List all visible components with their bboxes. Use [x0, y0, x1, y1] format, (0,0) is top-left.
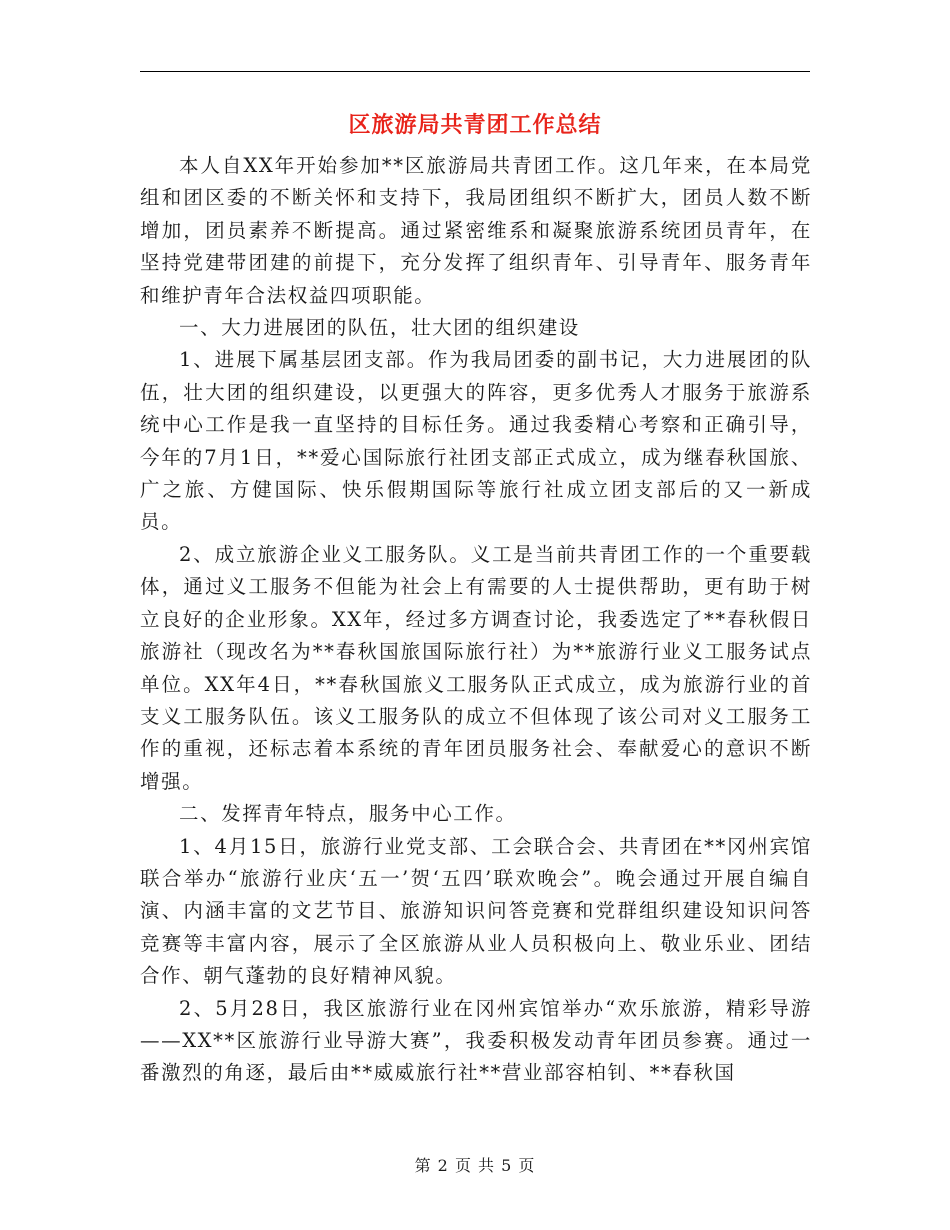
paragraph: 1、进展下属基层团支部。作为我局团委的副书记，大力进展团的队伍，壮大团的组织建设，以更强大的阵容，更多优秀人才服务于旅游系统中心工作是我一直坚持的目标任务。通过我委精心考察和正确引导，今年的7月1日，**爱心国际旅行社团支部正式成立，成为继春秋国旅、广之旅、方健国际、快乐假期国际等旅行社成立团支部后的又一新成员。	[140, 348, 812, 534]
document-title: 区旅游局共青团工作总结	[348, 112, 602, 138]
paragraph: 2、成立旅游企业义工服务队。义工是当前共青团工作的一个重要载体，通过义工服务不但能为社会上有需要的人士提供帮助，更有助于树立良好的企业形象。XX年，经过多方调查讨论，我委选定了**春秋假日旅游社（现改名为**春秋国旅国际旅行社）为**旅游行业义工服务试点单位。XX年4日，**春秋国旅义工服务队正式成立，成为旅游行业的首支义工服务队伍。该义工服务队的成立不但体现了该公司对义工服务工作的重视，还标志着本系统的青年团员服务社会、奉献爱心的意识不断增强。	[140, 542, 812, 793]
paragraph: 本人自XX年开始参加**区旅游局共青团工作。这几年来，在本局党组和团区委的不断关怀和支持下，我局团组织不断扩大，团员人数不断增加，团员素养不断提高。通过紧密维系和凝聚旅游系统团员青年，在坚持党建带团建的前提下，充分发挥了组织青年、引导青年、服务青年和维护青年合法权益四项职能。	[140, 154, 812, 307]
page-footer: 第 2 页 共 5 页	[414, 1156, 536, 1175]
header-rule	[140, 71, 810, 72]
section-heading: 一、大力进展团的队伍，壮大团的组织建设	[179, 316, 580, 340]
paragraph: 2、5月28日，我区旅游行业在冈州宾馆举办“欢乐旅游，精彩导游——XX**区旅游行业导游大赛”，我委积极发动青年团员参赛。通过一番激烈的角逐，最后由**威威旅行社**营业部容柏钊、**春秋国	[140, 996, 812, 1085]
paragraph: 1、4月15日，旅游行业党支部、工会联合会、共青团在**冈州宾馆联合举办“旅游行业庆‘五一’贺‘五四’联欢晚会”。晚会通过开展自编自演、内涵丰富的文艺节目、旅游知识问答竞赛和党群组织建设知识问答竞赛等丰富内容，展示了全区旅游从业人员积极向上、敬业乐业、团结合作、朝气蓬勃的良好精神风貌。	[140, 834, 812, 988]
section-heading: 二、发挥青年特点，服务中心工作。	[179, 802, 517, 826]
document-body	[140, 150, 812, 1090]
